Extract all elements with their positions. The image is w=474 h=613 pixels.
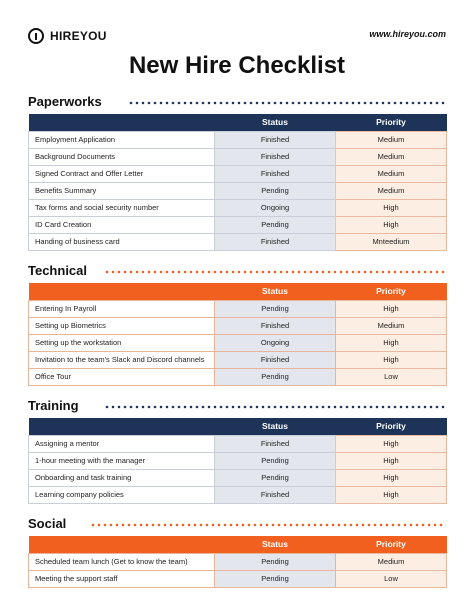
status-cell: Finished xyxy=(215,131,336,148)
priority-cell: Low xyxy=(336,570,447,587)
section-technical xyxy=(28,263,446,386)
priority-cell: High xyxy=(336,469,447,486)
task-header xyxy=(29,283,215,300)
task-cell: Assigning a mentor xyxy=(29,435,215,452)
priority-cell: High xyxy=(336,435,447,452)
status-cell: Finished xyxy=(215,435,336,452)
dotted-divider xyxy=(104,270,446,274)
table-row xyxy=(29,199,447,216)
section-title: Paperworks xyxy=(28,94,102,109)
status-cell: Pending xyxy=(215,570,336,587)
priority-cell: Medium xyxy=(336,182,447,199)
checklist-table xyxy=(28,536,447,588)
checklist-table xyxy=(28,418,447,504)
status-cell: Finished xyxy=(215,233,336,250)
status-cell: Finished xyxy=(215,148,336,165)
table-row xyxy=(29,182,447,199)
status-cell: Pending xyxy=(215,216,336,233)
priority-cell: Medium xyxy=(336,553,447,570)
task-header xyxy=(29,418,215,435)
task-cell: Employment Application xyxy=(29,131,215,148)
table-row xyxy=(29,334,447,351)
status-cell: Finished xyxy=(215,486,336,503)
task-cell: Setting up the workstation xyxy=(29,334,215,351)
task-cell: Background Documents xyxy=(29,148,215,165)
priority-cell: High xyxy=(336,351,447,368)
section-training xyxy=(28,398,446,504)
website-link[interactable]: www.hireyou.com xyxy=(369,29,446,39)
table-row xyxy=(29,486,447,503)
table-row xyxy=(29,233,447,250)
logo-icon xyxy=(28,28,44,44)
table-row xyxy=(29,148,447,165)
priority-cell: High xyxy=(336,452,447,469)
priority-cell: Medium xyxy=(336,131,447,148)
status-cell: Ongoing xyxy=(215,199,336,216)
section-title: Technical xyxy=(28,263,88,278)
status-header: Status xyxy=(215,283,336,300)
section-paperworks xyxy=(28,94,446,251)
dotted-divider xyxy=(128,101,446,105)
task-cell: Tax forms and social security number xyxy=(29,199,215,216)
brand-name: HIREYOU xyxy=(50,29,107,43)
priority-cell: Medium xyxy=(336,165,447,182)
status-cell: Pending xyxy=(215,469,336,486)
dotted-divider xyxy=(90,523,446,527)
priority-cell: Low xyxy=(336,368,447,385)
table-row xyxy=(29,469,447,486)
priority-cell: High xyxy=(336,199,447,216)
table-row xyxy=(29,553,447,570)
priority-cell: Medium xyxy=(336,317,447,334)
task-cell: Scheduled team lunch (Get to know the team) xyxy=(29,553,215,570)
task-cell: Office Tour xyxy=(29,368,215,385)
status-cell: Finished xyxy=(215,317,336,334)
priority-header: Priority xyxy=(336,418,447,435)
table-row xyxy=(29,317,447,334)
priority-cell: High xyxy=(336,486,447,503)
priority-header: Priority xyxy=(336,283,447,300)
table-row xyxy=(29,368,447,385)
table-row xyxy=(29,351,447,368)
table-row xyxy=(29,131,447,148)
table-row xyxy=(29,570,447,587)
status-header: Status xyxy=(215,536,336,553)
status-cell: Finished xyxy=(215,351,336,368)
task-cell: Entering In Payroll xyxy=(29,300,215,317)
status-cell: Pending xyxy=(215,452,336,469)
header xyxy=(0,0,474,50)
priority-header: Priority xyxy=(336,114,447,131)
task-cell: Onboarding and task training xyxy=(29,469,215,486)
status-cell: Ongoing xyxy=(215,334,336,351)
section-title: Training xyxy=(28,398,79,413)
dotted-divider xyxy=(104,405,446,409)
task-cell: ID Card Creation xyxy=(29,216,215,233)
status-cell: Pending xyxy=(215,553,336,570)
table-row xyxy=(29,300,447,317)
status-cell: Pending xyxy=(215,368,336,385)
status-cell: Finished xyxy=(215,165,336,182)
task-header xyxy=(29,114,215,131)
checklist-table xyxy=(28,114,447,251)
task-cell: 1-hour meeting with the manager xyxy=(29,452,215,469)
task-cell: Setting up Biometrics xyxy=(29,317,215,334)
priority-cell: Medium xyxy=(336,148,447,165)
section-social xyxy=(28,516,446,588)
priority-cell: High xyxy=(336,300,447,317)
table-row xyxy=(29,165,447,182)
priority-cell: Mnteedium xyxy=(336,233,447,250)
checklist-table xyxy=(28,283,447,386)
status-header: Status xyxy=(215,114,336,131)
task-cell: Benefits Summary xyxy=(29,182,215,199)
table-row xyxy=(29,216,447,233)
task-cell: Signed Contract and Offer Letter xyxy=(29,165,215,182)
task-cell: Learning company policies xyxy=(29,486,215,503)
brand-logo xyxy=(28,28,107,44)
status-cell: Pending xyxy=(215,182,336,199)
table-row xyxy=(29,435,447,452)
task-header xyxy=(29,536,215,553)
page-title: New Hire Checklist xyxy=(128,52,346,79)
priority-cell: High xyxy=(336,216,447,233)
status-cell: Pending xyxy=(215,300,336,317)
priority-cell: High xyxy=(336,334,447,351)
section-title: Social xyxy=(28,516,67,531)
task-cell: Handing of business card xyxy=(29,233,215,250)
table-row xyxy=(29,452,447,469)
priority-header: Priority xyxy=(336,536,447,553)
task-cell: Invitation to the team's Slack and Discord channels xyxy=(29,351,215,368)
task-cell: Meeting the support staff xyxy=(29,570,215,587)
status-header: Status xyxy=(215,418,336,435)
